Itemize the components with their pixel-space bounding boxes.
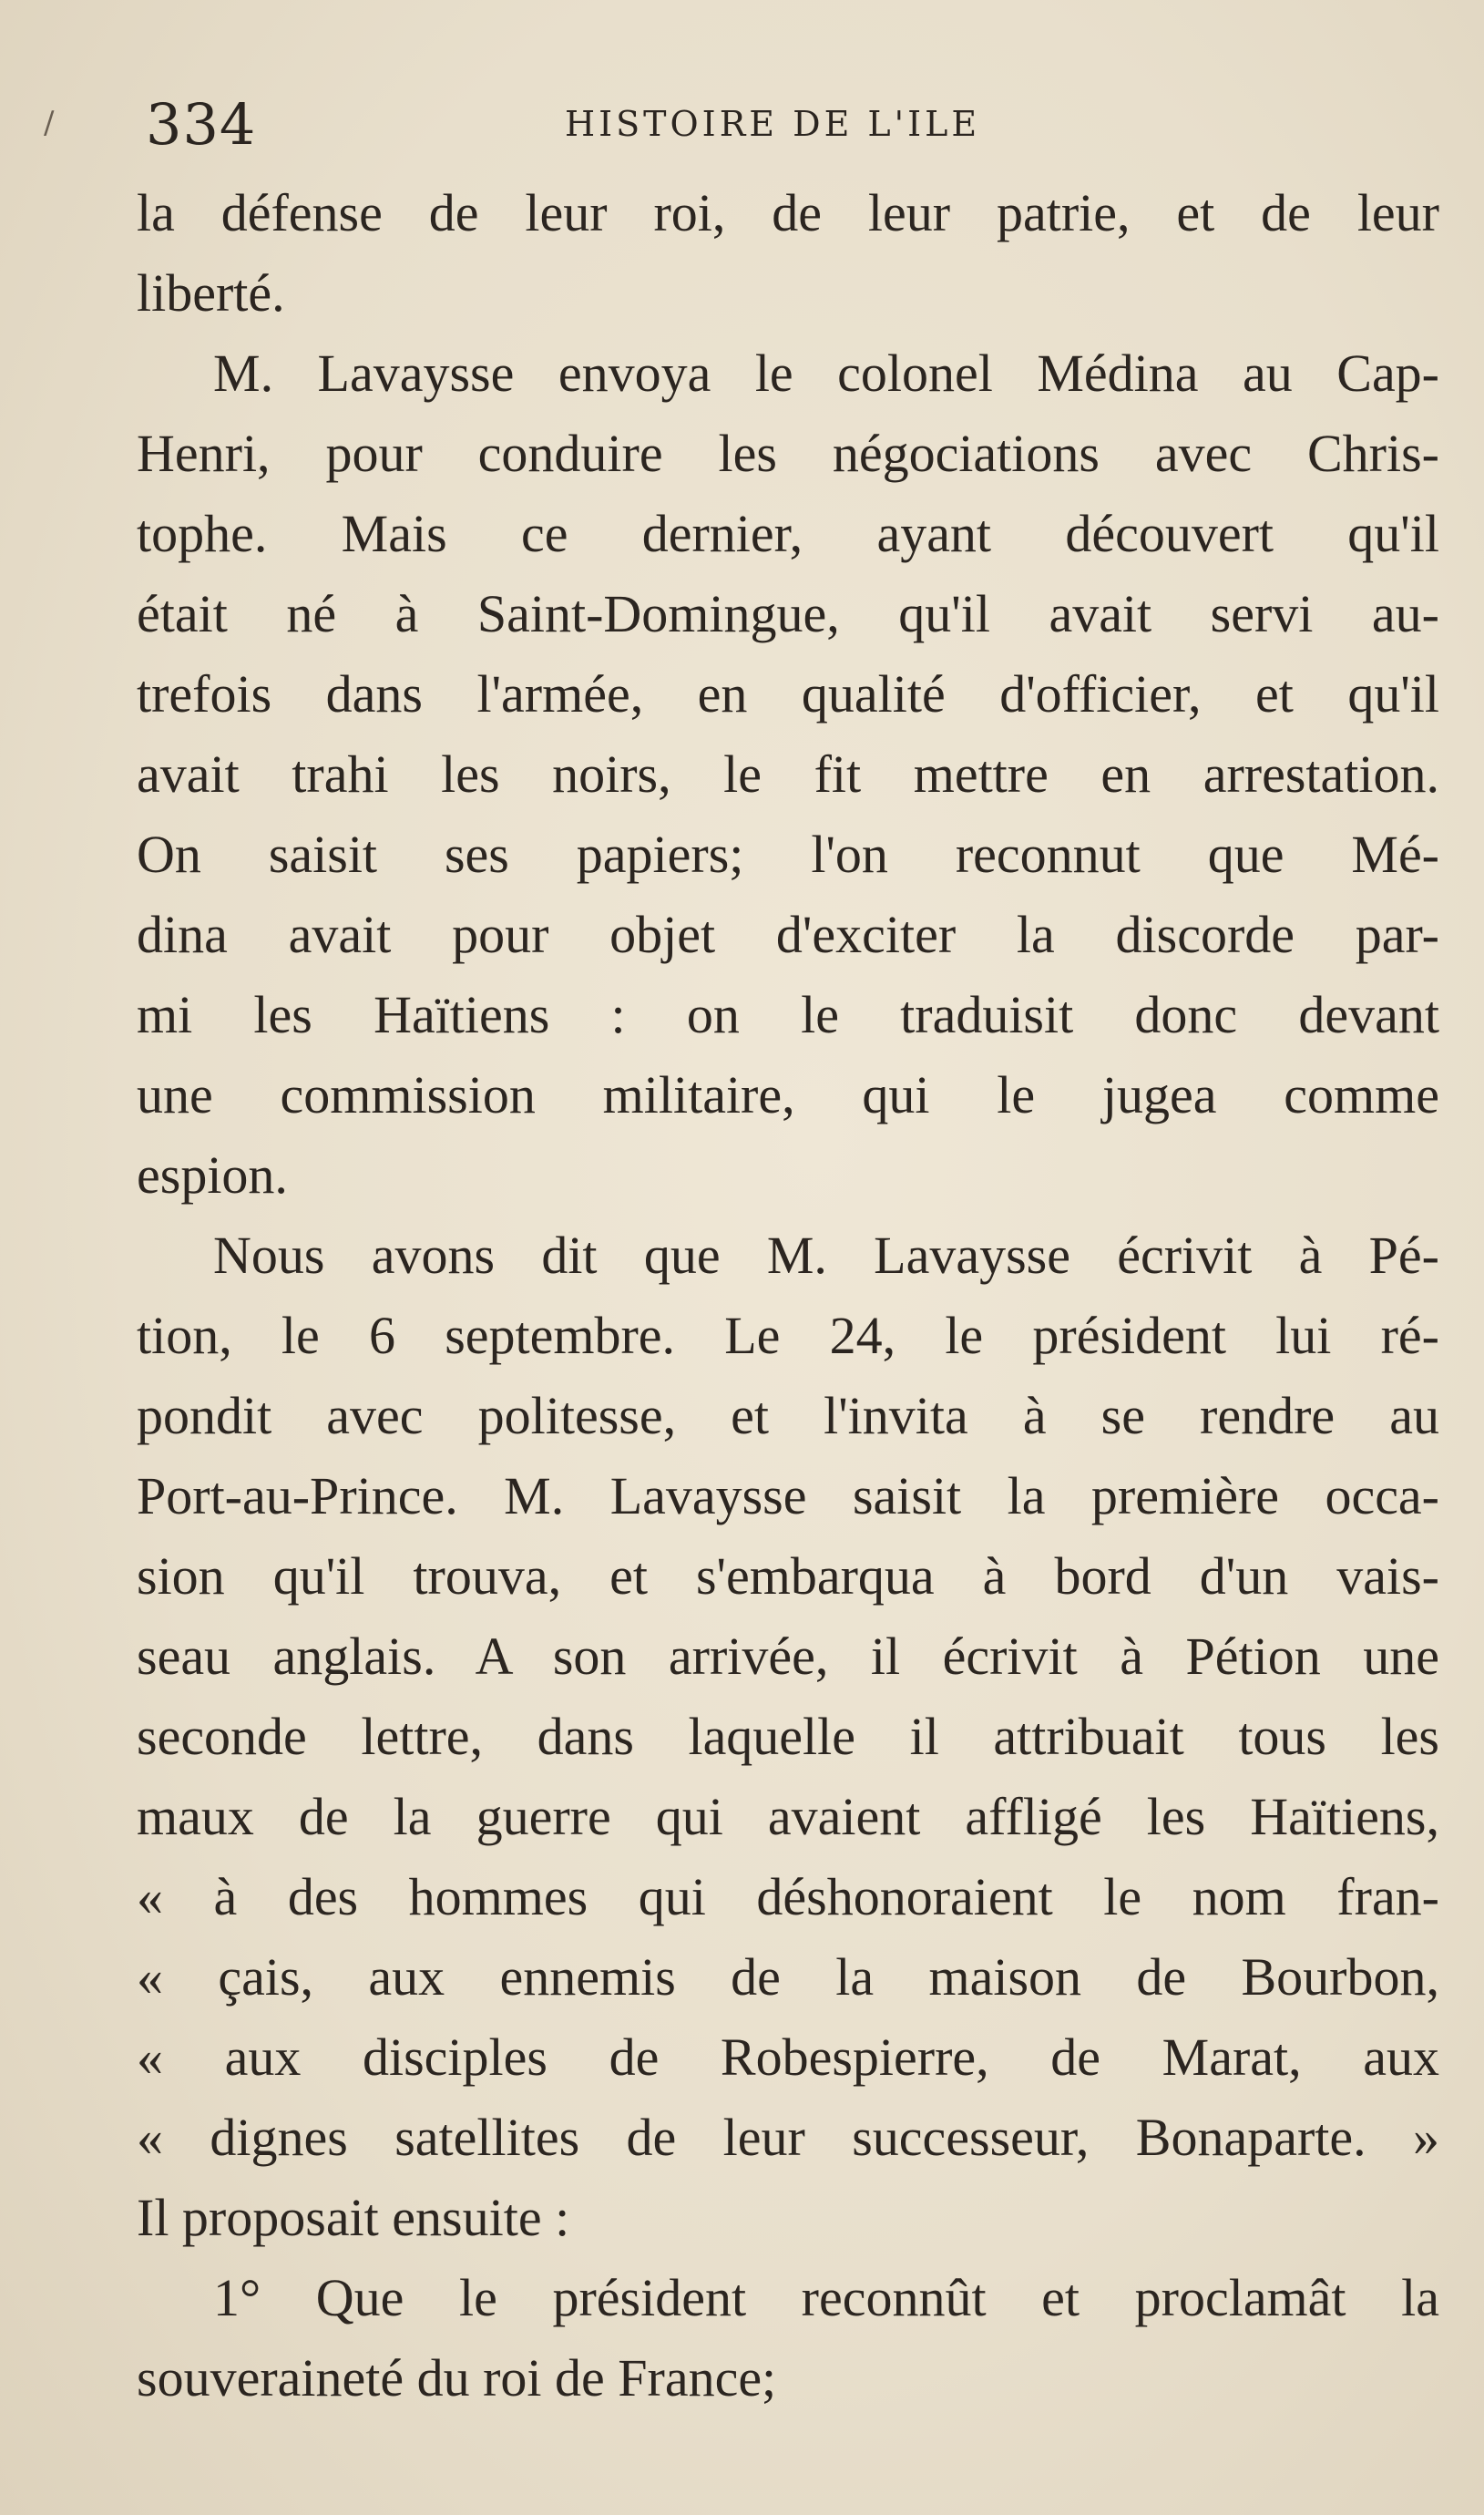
text-line: dina avait pour objet d'exciter la discorde par- — [137, 905, 1439, 964]
text-line: Il proposait ensuite : — [137, 2188, 570, 2247]
body-text — [137, 173, 1439, 2418]
text-line: tion, le 6 septembre. Le 24, le président lui ré- — [137, 1306, 1439, 1365]
text-line: pondit avec politesse, et l'invita à se rendre au — [137, 1386, 1439, 1445]
text-line: 1° Que le président reconnût et proclamât la — [213, 2268, 1439, 2327]
text-line: « çais, aux ennemis de la maison de Bourbon, — [137, 1947, 1439, 2007]
text-line: maux de la guerre qui avaient affligé les Haïtiens, — [137, 1787, 1439, 1846]
text-line: une commission militaire, qui le jugea comme — [137, 1065, 1439, 1124]
text-line: tophe. Mais ce dernier, ayant découvert qu'il — [137, 504, 1439, 563]
running-head: HISTOIRE DE L'ILE — [565, 104, 981, 144]
text-line: Henri, pour conduire les négociations avec Chris- — [137, 424, 1439, 483]
text-line: sion qu'il trouva, et s'embarqua à bord d'un vais- — [137, 1546, 1439, 1606]
text-line: Nous avons dit que M. Lavaysse écrivit à Pé- — [213, 1226, 1439, 1285]
page-number: 334 — [146, 91, 257, 158]
text-line: souveraineté du roi de France; — [137, 2348, 777, 2407]
margin-mark: / — [44, 105, 55, 141]
text-line: M. Lavaysse envoya le colonel Médina au Cap- — [213, 344, 1439, 403]
text-line: « dignes satellites de leur successeur, Bonaparte. » — [137, 2108, 1439, 2167]
text-line: mi les Haïtiens : on le traduisit donc devant — [137, 985, 1439, 1044]
text-line: la défense de leur roi, de leur patrie, et de leur — [137, 183, 1439, 242]
page-header — [146, 91, 1439, 158]
text-line: On saisit ses papiers; l'on reconnut que Mé- — [137, 825, 1439, 884]
text-line: espion. — [137, 1145, 288, 1205]
text-line: trefois dans l'armée, en qualité d'officier, et qu'il — [137, 664, 1439, 724]
text-line: seconde lettre, dans laquelle il attribuait tous les — [137, 1707, 1439, 1766]
text-line: avait trahi les noirs, le fit mettre en arrestation. — [137, 744, 1439, 804]
text-line: liberté. — [137, 263, 285, 323]
text-line: « aux disciples de Robespierre, de Marat, aux — [137, 2027, 1439, 2087]
text-line: « à des hommes qui déshonoraient le nom fran- — [137, 1867, 1439, 1926]
text-line: seau anglais. A son arrivée, il écrivit à Pétion une — [137, 1627, 1439, 1686]
text-line: était né à Saint-Domingue, qu'il avait servi au- — [137, 584, 1439, 643]
text-line: Port-au-Prince. M. Lavaysse saisit la première occa- — [137, 1466, 1439, 1525]
